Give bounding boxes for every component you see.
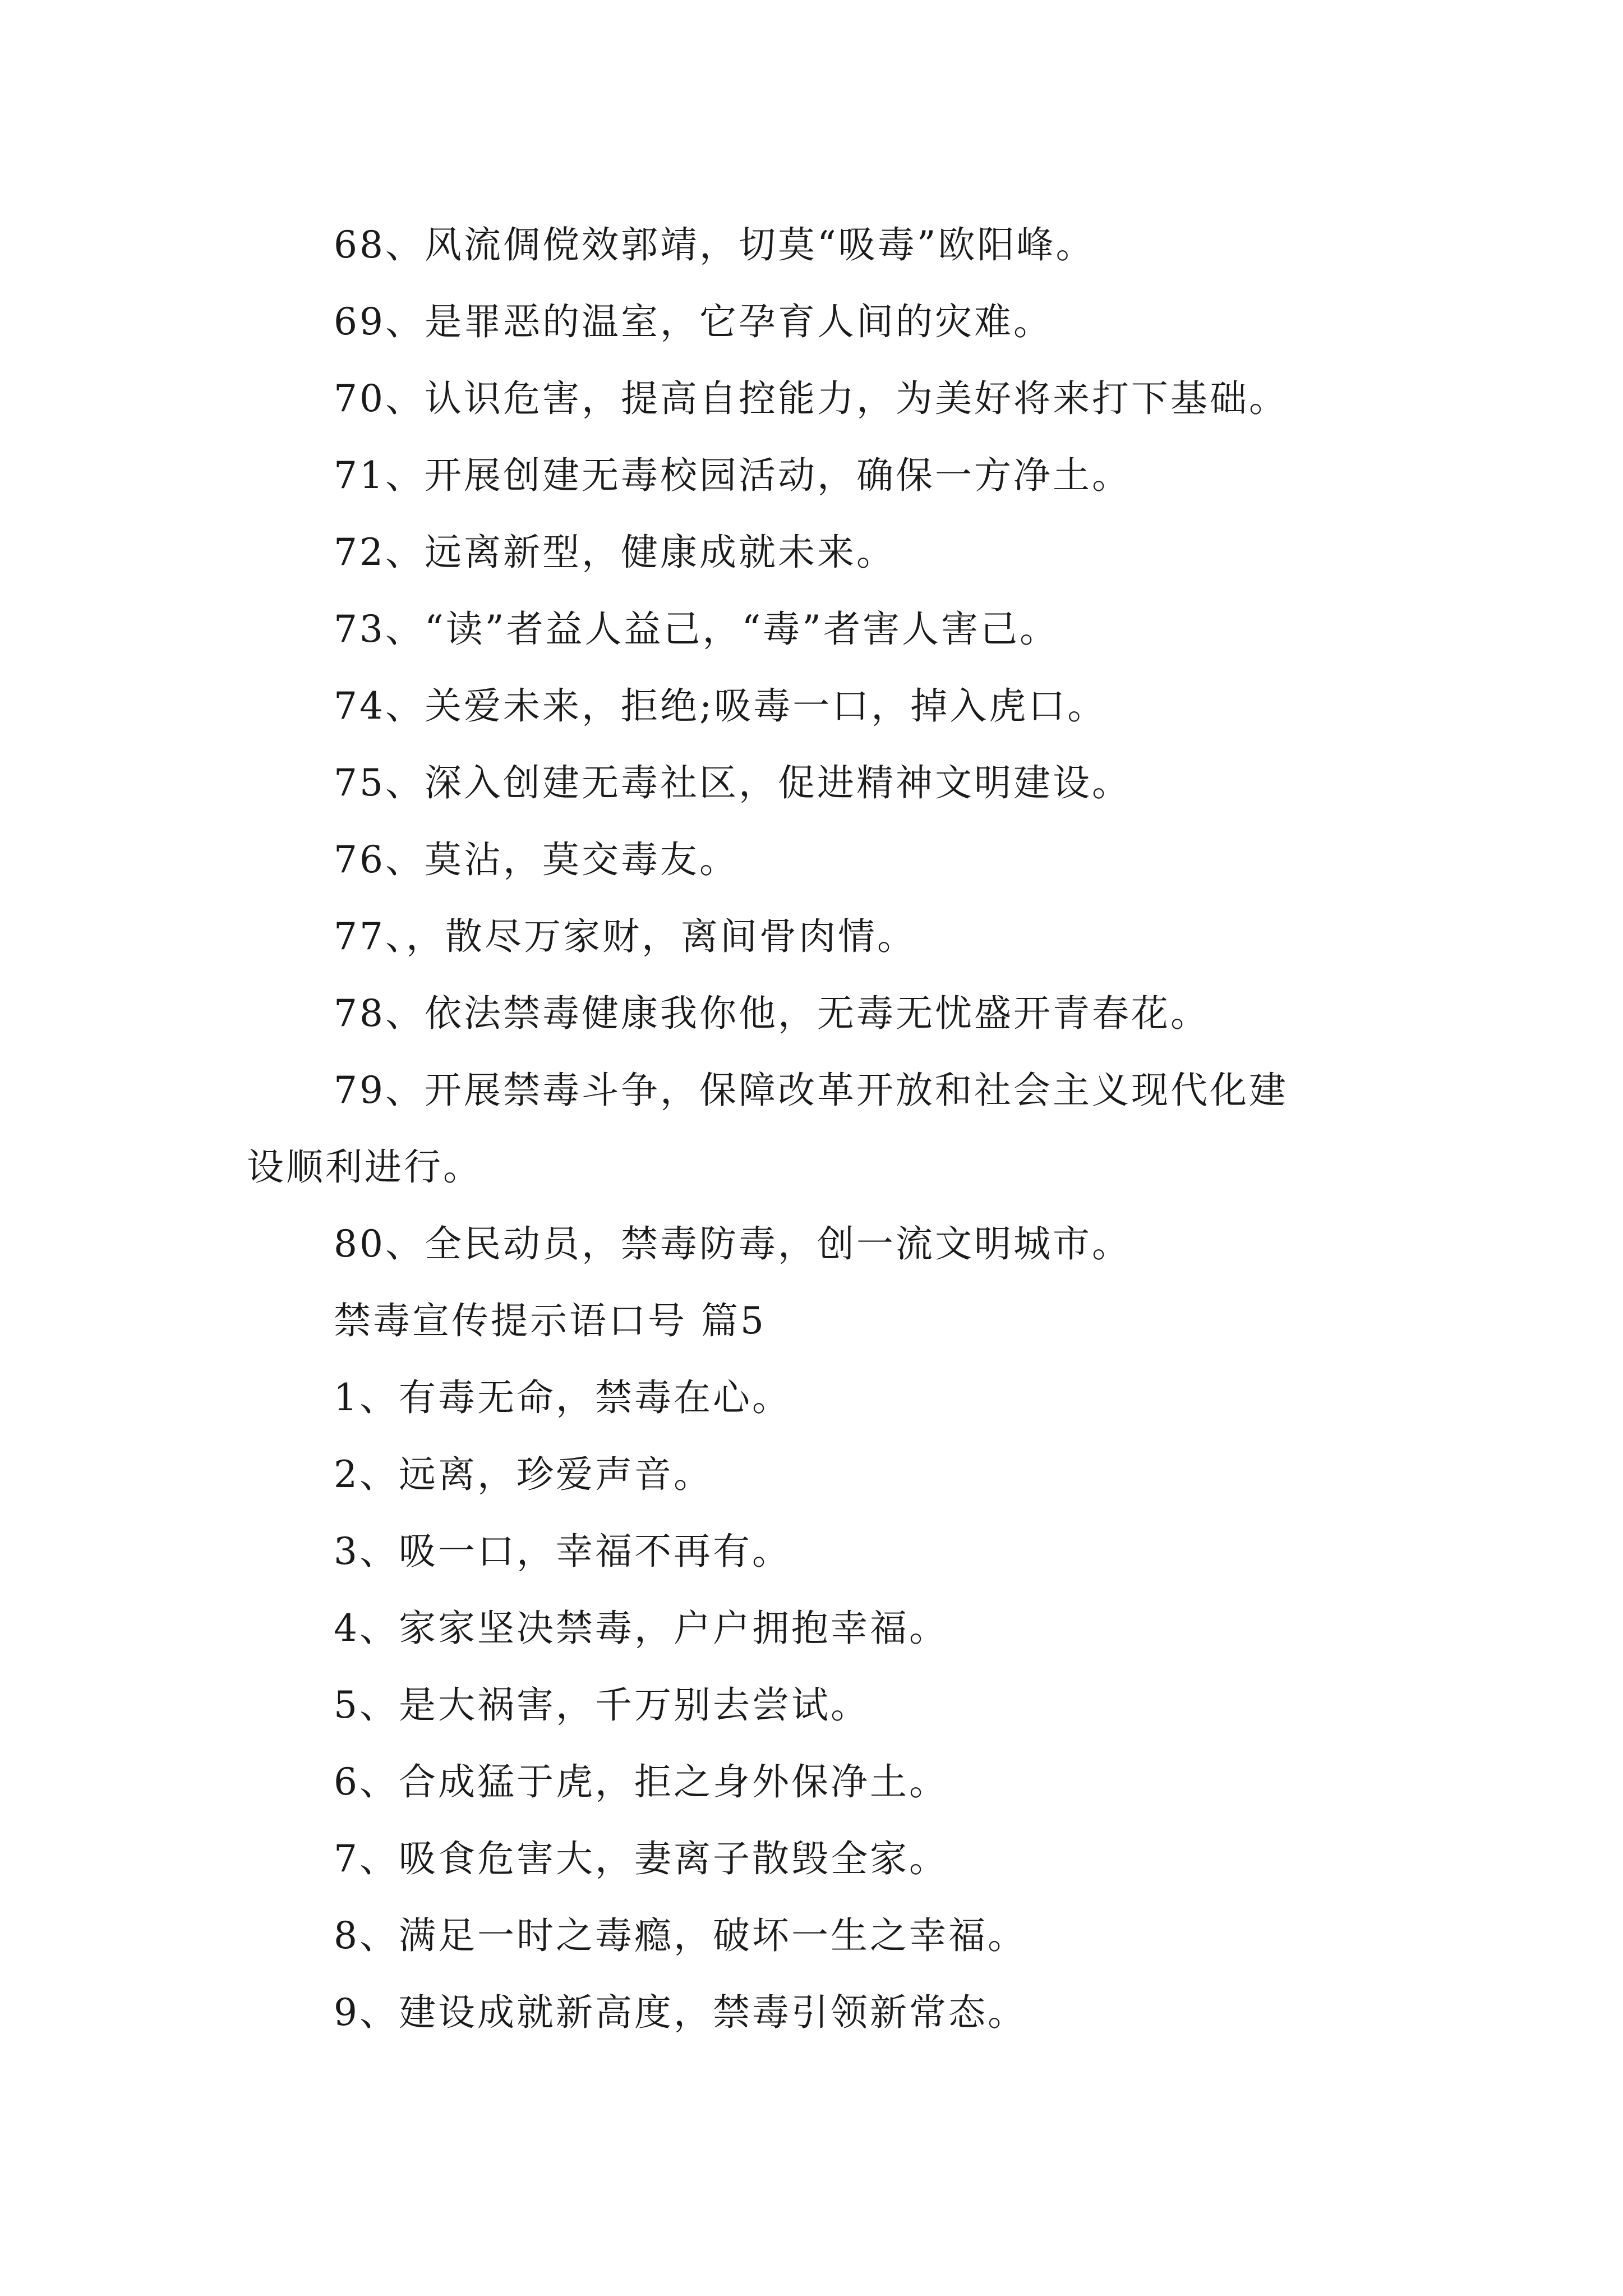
text-line: 9、建设成就新高度，禁毒引领新常态。 (334, 1991, 1027, 2034)
text-line: 70、认识危害，提高自控能力，为美好将来打下基础。 (334, 377, 1288, 420)
text-line: 79、开展禁毒斗争，保障改革开放和社会主义现代化建 (334, 1069, 1288, 1112)
text-line: 68、风流倜傥效郭靖，切莫“吸毒”欧阳峰。 (334, 223, 1095, 266)
text-line: 8、满足一时之毒瘾，破坏一生之幸福。 (334, 1914, 1027, 1957)
text-line: 69、是罪恶的温室，它孕育人间的灾难。 (334, 300, 1053, 343)
text-line: 74、关爱未来，拒绝;吸毒一口，掉入虎口。 (334, 684, 1107, 728)
text-line: 71、开展创建无毒校园活动，确保一方净土。 (334, 454, 1131, 497)
text-line: 6、合成猛于虎，拒之身外保净土。 (334, 1760, 948, 1803)
document-body (247, 206, 1453, 2051)
text-line: 3、吸一口，幸福不再有。 (334, 1530, 791, 1573)
text-line: 76、莫沾，莫交毒友。 (334, 838, 739, 881)
text-line: 72、远离新型，健康成就未来。 (334, 531, 896, 574)
text-line: 75、深入创建无毒社区，促进精神文明建设。 (334, 761, 1131, 804)
text-line: 4、家家坚决禁毒，户户拥抱幸福。 (334, 1607, 948, 1650)
section-heading: 禁毒宣传提示语口号 篇5 (334, 1299, 766, 1342)
text-line: 2、远离，珍爱声音。 (334, 1453, 713, 1496)
text-line: 5、是大祸害，千万别去尝试。 (334, 1683, 870, 1727)
text-line: 77、，散尽万家财，离间骨肉情。 (334, 915, 916, 958)
text-line: 78、依法禁毒健康我你他，无毒无忧盛开青春花。 (334, 992, 1210, 1035)
text-line-continuation: 设顺利进行。 (247, 1145, 482, 1189)
text-line: 1、有毒无命，禁毒在心。 (334, 1376, 791, 1419)
text-line: 80、全民动员，禁毒防毒，创一流文明城市。 (334, 1222, 1131, 1266)
text-line: 73、“读”者益人益己，“毒”者害人害己。 (334, 608, 1059, 651)
text-line: 7、吸食危害大，妻离子散毁全家。 (334, 1837, 948, 1880)
